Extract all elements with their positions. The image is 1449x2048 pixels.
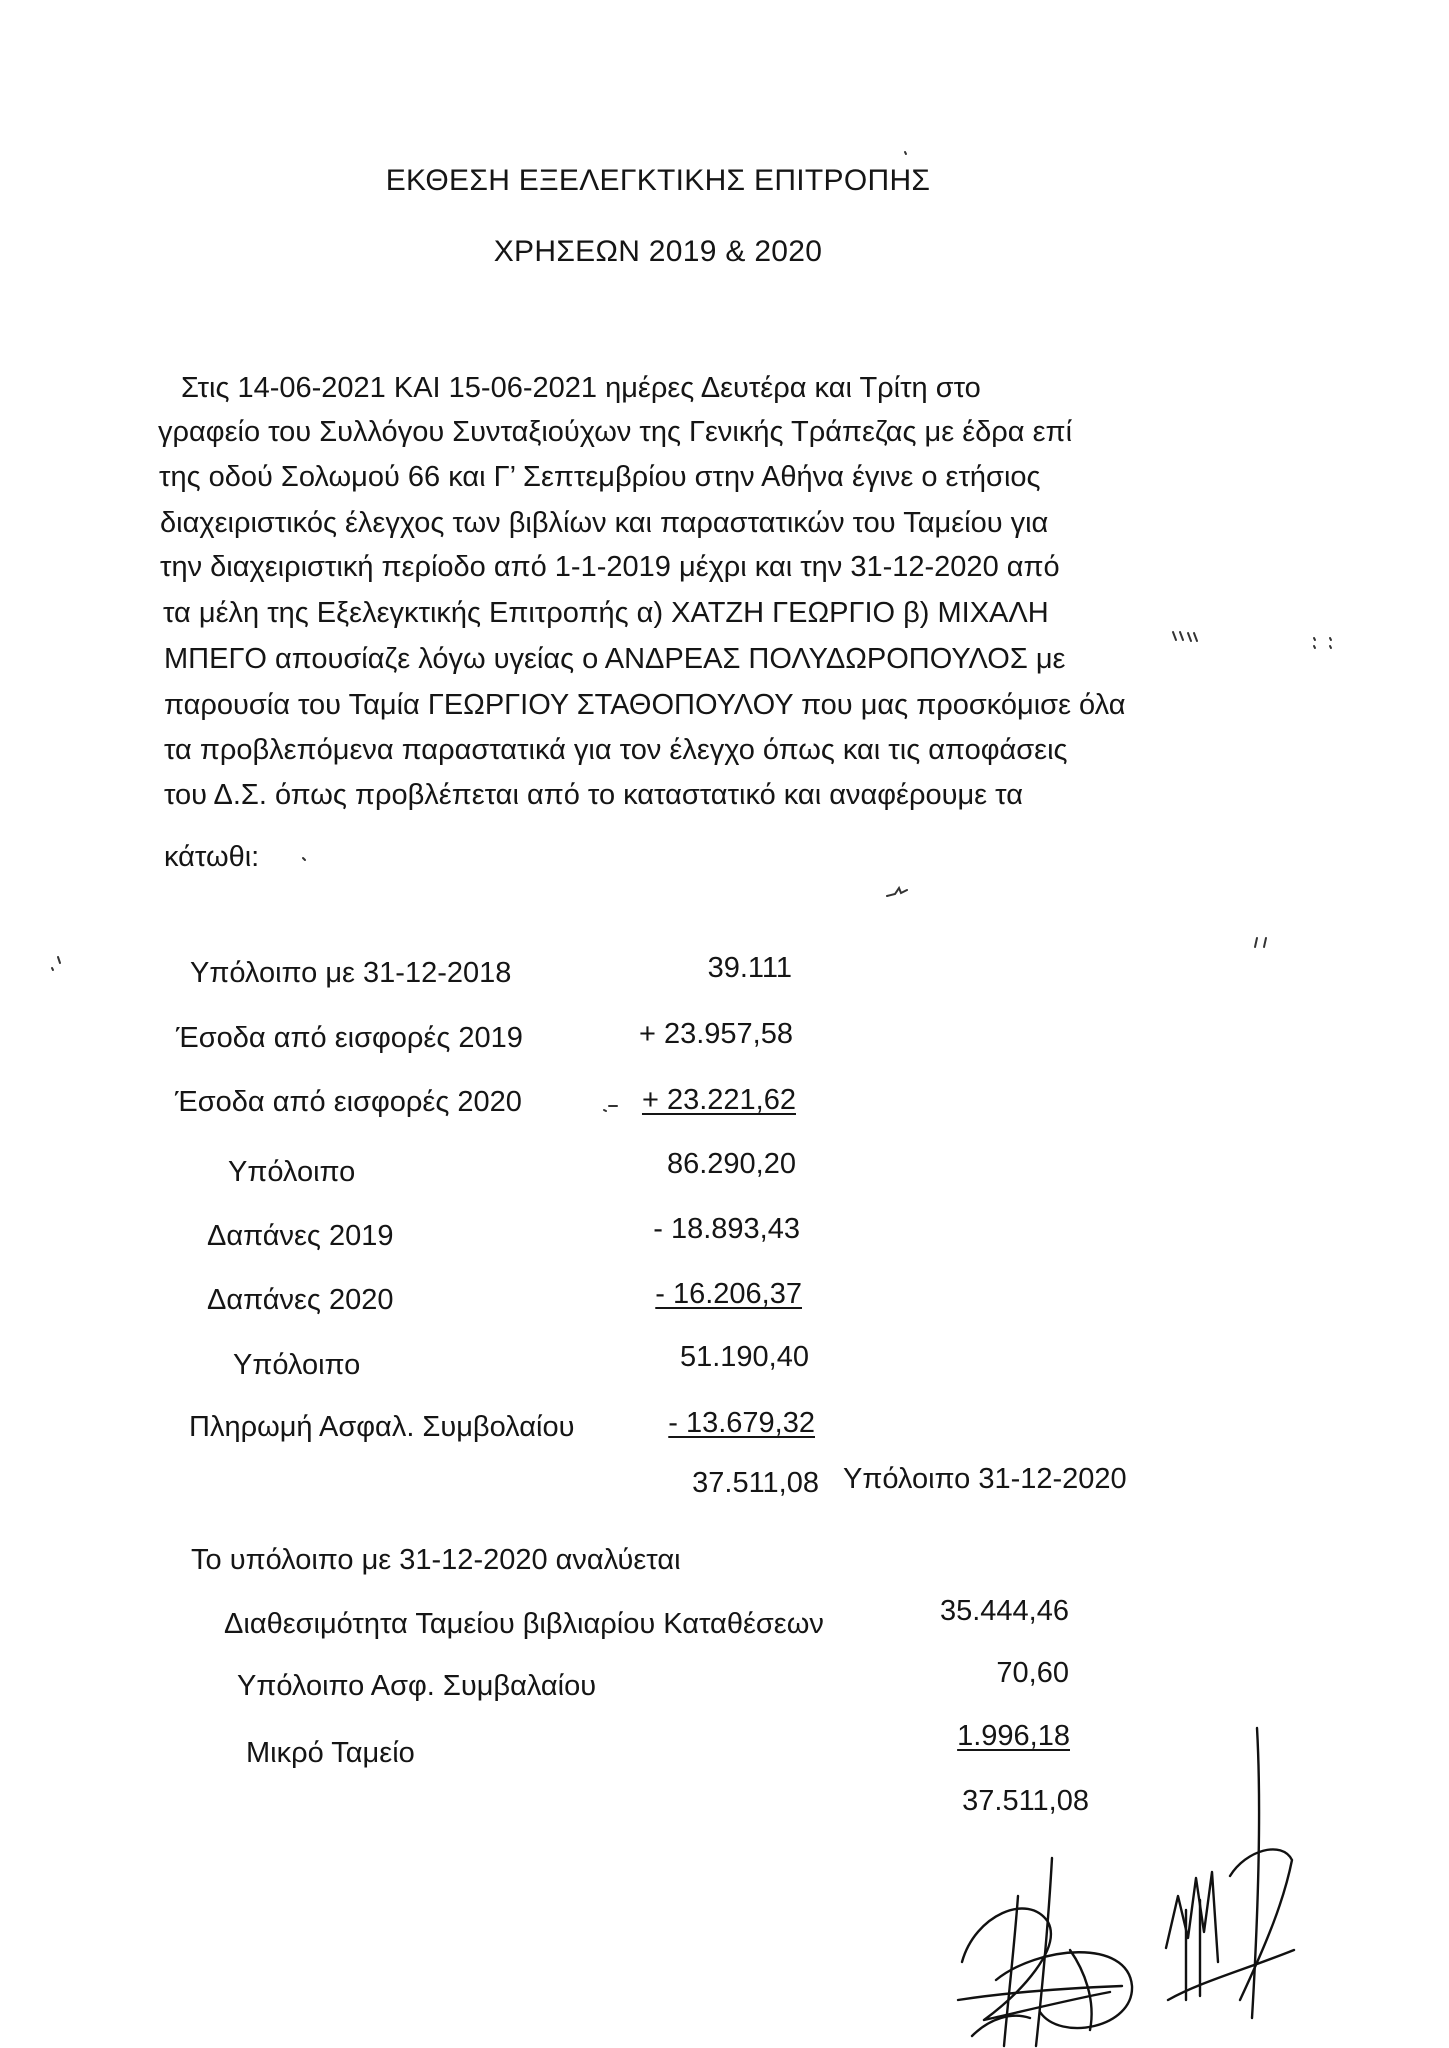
paragraph-line: τα προβλεπόμενα παραστατικά για τον έλεγχο όπως και τις αποφάσεις (164, 734, 1068, 766)
breakdown-heading: Το υπόλοιπο με 31-12-2020 αναλύεται (191, 1544, 681, 1576)
ledger-value: - 13.679,32 (668, 1407, 815, 1439)
ledger-label: Υπόλοιπο (228, 1156, 356, 1188)
ledger-value: 86.290,20 (666, 1148, 796, 1180)
paragraph-line: διαχειριστικός έλεγχος των βιβλίων και παραστατικών του Ταμείου για (160, 507, 1049, 539)
breakdown-value: 35.444,46 (939, 1595, 1069, 1627)
ledger-label: Πληρωμή Ασφαλ. Συμβολαίου (189, 1411, 575, 1443)
ledger-label: Υπόλοιπο (233, 1349, 361, 1381)
paragraph-line: την διαχειριστική περίοδο από 1-1-2019 μέχρι και την 31-12-2020 από (160, 551, 1060, 583)
paragraph-line: της οδού Σολωμού 66 και Γ’ Σεπτεμβρίου στην Αθήνα έγινε ο ετήσιος (159, 461, 1041, 493)
breakdown-value: 70,60 (996, 1657, 1069, 1689)
ledger-label: Υπόλοιπο με 31-12-2018 (190, 957, 512, 989)
ledger-label: Έσοδα από εισφορές 2020 (175, 1086, 522, 1118)
ledger-label: Δαπάνες 2020 (207, 1284, 394, 1316)
paragraph-line: του Δ.Σ. όπως προβλέπεται από το καταστατικό και αναφέρουμε τα (164, 779, 1023, 811)
paragraph-line: ΜΠΕΓΟ απουσίαζε λόγω υγείας ο ΑΝΔΡΕΑΣ ΠΟΛΥΔΩΡΟΠΟΥΛΟΣ με (164, 643, 1066, 675)
ledger-value: - 18.893,43 (653, 1213, 800, 1245)
closing-balance-label: Υπόλοιπο 31-12-2020 (843, 1463, 1127, 1495)
document-title: ΕΚΘΕΣΗ ΕΞΕΛΕΓΚΤΙΚΗΣ ΕΠΙΤΡΟΠΗΣ (385, 164, 931, 197)
signature-2 (1166, 1728, 1294, 2018)
ledger-label: Δαπάνες 2019 (207, 1220, 394, 1252)
paragraph-line: γραφείο του Συλλόγου Συνταξιούχων της Γενικής Τράπεζας με έδρα επί (158, 416, 1073, 448)
ledger-value: + 23.957,58 (638, 1018, 793, 1050)
ledger-value: 39.111 (707, 952, 792, 984)
document-subtitle: ΧΡΗΣΕΩΝ 2019 & 2020 (493, 235, 823, 268)
paragraph-line: Στις 14-06-2021 ΚΑΙ 15-06-2021 ημέρες Δευτέρα και Τρίτη στο (181, 372, 981, 404)
paragraph-line: τα μέλη της Εξελεγκτικής Επιτροπής α) ΧΑΤΖΗ ΓΕΩΡΓΙΟ β) ΜΙΧΑΛΗ (163, 597, 1049, 629)
signature-1 (958, 1858, 1132, 2046)
breakdown-label: Υπόλοιπο Ασφ. Συμβαλαίου (237, 1670, 597, 1702)
breakdown-total: 37.511,08 (962, 1785, 1089, 1817)
closing-balance-value: 37.511,08 (692, 1467, 819, 1499)
ledger-value: - 16.206,37 (655, 1278, 802, 1310)
ledger-value: + 23.221,62 (641, 1084, 796, 1116)
ledger-label: Έσοδα από εισφορές 2019 (176, 1022, 523, 1054)
breakdown-label: Μικρό Ταμείο (246, 1737, 415, 1769)
breakdown-label: Διαθεσιμότητα Ταμείου βιβλιαρίου Καταθέσεων (224, 1608, 824, 1640)
ledger-value: 51.190,40 (679, 1341, 809, 1373)
paragraph-line: παρουσία του Ταμία ΓΕΩΡΓΙΟΥ ΣΤΑΘΟΠΟΥΛΟΥ που μας προσκόμισε όλα (164, 689, 1126, 721)
paragraph-line: κάτωθι: (164, 841, 260, 873)
breakdown-value: 1.996,18 (957, 1720, 1070, 1752)
